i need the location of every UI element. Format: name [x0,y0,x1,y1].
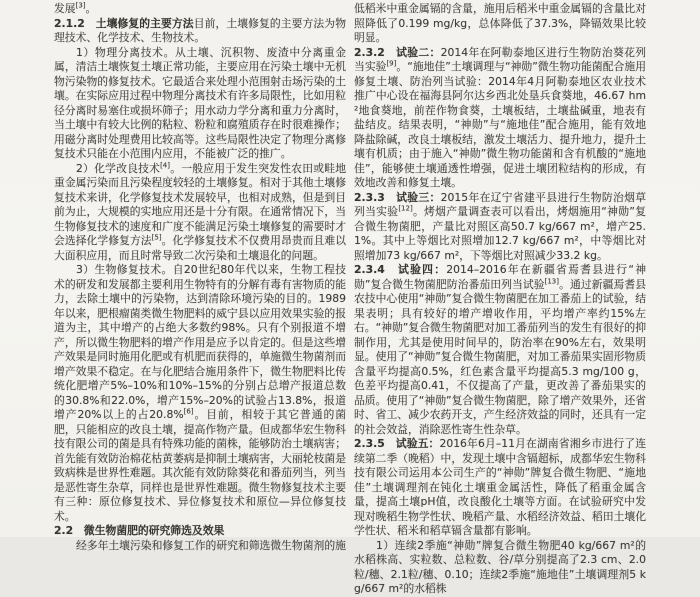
reference-marker: [9] [386,59,397,68]
section-heading-line [54,524,346,539]
paragraph-continuation [54,2,346,17]
section-heading: 2.2 微生物菌肥的研究筛选及效果 [54,524,225,537]
body-text: 2014年在阿勒泰地区进行生物防治葵花列当实验 [354,45,646,73]
numbered-paragraph [54,162,346,264]
body-text: 2）化学改良技术 [76,161,161,175]
body-text: 。目前，相较于其它普通的菌肥，只能相应的改良土壤，提高作物产量。但成都华宏生物科技有限公司的菌是具有特殊功能的菌株，能够防治土壤病害；首先能有效防治棉花枯黄萎病是抑制土壤病害，大丽轮枝菌是致病株是世界性难题。其次能有效防除葵花和番茄列当，列当是恶性寄生杂草，同样也是世界性难题。微生物修复技术主要有三种：原位修复技术、异位修复技术和原位—异位修复技术。 [54,408,347,523]
reference-marker: [6] [183,407,194,416]
numbered-paragraph [54,263,346,524]
section-with-runin-heading [354,263,646,437]
body-text: 。通过新疆焉耆县农技中心使用“神勋”复合微生物菌肥在加工番茄上的试验，结果表明；具有较好的增产增收作用，平均增产率约15%左右。“神勋”复合微生物菌肥对加工番茄列当的发生有很好的抑制作用，尤其是使用时间早的，防治率在90%左右，效果明显。使用了“神勋”复合微生物菌肥，对加工番茄果实固形物质含量平均提高0.5%，红色素含量平均提高5.3 mg/100 g，色差平均提高0.41，不仅提高了产量，更改善了番茄果实的品质。使用了“神勋”复合微生物菌肥，除了增产效果外，还省时、省工、减少农药开支，产生经济效益的同时，还具有一定的社会效益，消除恶性寄生性杂草。 [354,277,647,436]
body-text: 低稻米中重金属镉的含量，施用后稻米中重金属镉的含量比对照降低了0.199 mg/kg，总体降低了37.3%，降镉效果比较明显。 [354,2,646,44]
body-text: 经多年土壤污染和修复工作的研究和筛选微生物菌剂的施 [76,538,346,552]
section-with-runin-heading [354,191,646,264]
body-text: 。 [85,2,97,15]
section-heading: 2.3.5 试验五： [354,437,440,450]
body-text: 1）连续2季施“神勋”牌复合微生物肥40 kg/667 m²的水稻株高、实粒数、总粒数、谷/草分别提高了2.3 cm、2.0粒/穗、2.1粒/穗、0.10；连续2季施“施地佳”土壤调理剂5 kg/667 m²的水稻株 [354,538,646,595]
left-column [54,1,347,552]
body-text: 2016年6月–11月在湖南省湘乡市进行了连续第二季（晚稻）中，发现土壤中含镉超标，成都华宏生物科技有限公司运用本公司生产的“神勋”牌复合微生物肥、“施地佳”土壤调理剂在钝化土壤重金属活性，降低了稻重金属含量，提高土壤pH值，改良酸化土壤等方面。在试验研究中发现对晚稻生物学性状、晚稻产量、水稻经济效益、稻田土壤化学性状、稻米和稻草镉含量都有影响。 [354,437,647,537]
reference-marker: [5] [151,233,162,242]
section-heading: 2.3.4 试验四： [354,263,447,276]
numbered-paragraph [354,539,646,597]
reference-marker: [13] [544,276,559,285]
body-text: 2015年在辽宁省建平县进行生物防治烟草列当实验 [354,190,646,218]
section-heading: 2.1.2 土壤修复的主要方法 [54,16,194,30]
section-heading: 2.3.3 试验三： [354,190,441,204]
body-text: 。一般应用于发生突发性农田或畦地重金属污染而且污染程度较轻的土壤修复。相对于其他土壤修复技术来讲，化学修复技术发展较早，也相对成熟，但是到目前为止，大规模的实地应用还是十分有限。在通常情况下，当生物修复技术的速度和广度不能满足污染土壤修复的需要时才会选择化学修复方法 [54,161,346,247]
right-column [354,2,647,595]
body-text: 。“施地佳”土壤调理与“神勋”微生物功能菌配合施用修复土壤、防治列当试验：2014年4月阿勒泰地区农业技术推广中心设在福海县阿尔达乡西北处垦兵食葵地，46.67 hm²地食葵地，前茬作物食葵，土壤板结，土壤盐碱重，地表有盐结皮。结果表明，“神勋”与“施地佳”配合施用，能有效地降盐除碱，改良土壤板结，激发土壤活力、提升地力，提升土壤有机质；由于施入“神勋”微生物功能菌和含有机酸的“施地佳”，能够使土壤通透性增强，促进土壤团粒结构的形成，有效地改善和修复土壤。 [354,60,646,189]
reference-marker: [12] [398,204,413,213]
paragraph [54,539,346,554]
body-text: 发展 [54,2,76,15]
section-heading: 2.3.2 试验二： [354,45,441,59]
body-text: 。烤烟产量调查表可以看出，烤烟施用“神勋”复合微生物菌肥，产量比对照区高50.7 kg/667 m²，增产25.1%。其中上等烟比对照增加12.7 kg/667 m²，中等烟比对照增加73 kg/667 m²，下等烟比对照减少33.2 kg。 [354,205,646,262]
reference-marker: [4] [160,160,170,169]
body-text: 3）生物修复技术。自20世纪80年代以来，生物工程技术的研发和发展都主要利用生物特有的分解有毒有害物质的能力，去除土壤中的污染物，达到清除环境污染的目的。1989年以来，肥根瘤菌类微生物肥料的威宁县以应用效果实验的报道为主，其中增产的占绝大多数约98%。只有个别报道不增产，所以微生物肥料的增产作用是应予以肯定的。但是这些增产效果是同时施用化肥或有机肥而获得的，单施微生物菌剂而增产效果不稳定。在与化肥结合施用条件下，微生物肥料比传统化肥增产5%–10%和10%–15%的分别占总增产报道总数的30.8%和22.0%，增产15%–20%的试验占13.8%，报道增产20%以上的占20.8% [54,263,346,421]
paragraph-continuation [354,2,646,46]
section-with-runin-heading [354,46,646,191]
body-text: 。化学修复技术不仅费用昂贵而且难以大面积应用，而且时常导致二次污染和土壤退化的问题。 [54,234,347,262]
reference-marker: [3] [75,1,86,10]
body-text: 1）物理分离技术。从土壤、沉积物、废渣中分离重金属，清洁土壤恢复土壤正常功能，主要应用在污染土壤中无机物污染物的修复技术。它最适合来处理小范围射击场污染的土壤。在实际应用过程中物理分离技术有许多局限性，比如用粒径分离时易塞住或损坏筛子；用水动力学分离和重力分离时，当土壤中有较大比例的粘粒、粉粒和腐殖质存在时很难操作；用磁分离时处理费用比较高等。这些局限性决定了物理分离修复技术只能在小范围内应用，不能被广泛的推广。 [54,45,346,160]
body-text: 目前，土壤修复的主要方法为物理技术、化学技术、生物技术。 [54,16,346,44]
section-with-runin-heading [354,437,646,539]
section-with-runin-heading [54,17,346,46]
numbered-paragraph [54,46,346,162]
body-text: 2014–2016年在新疆省焉耆县进行“神勋”复合微生物菌肥防治番茄田列当试验 [354,263,646,291]
